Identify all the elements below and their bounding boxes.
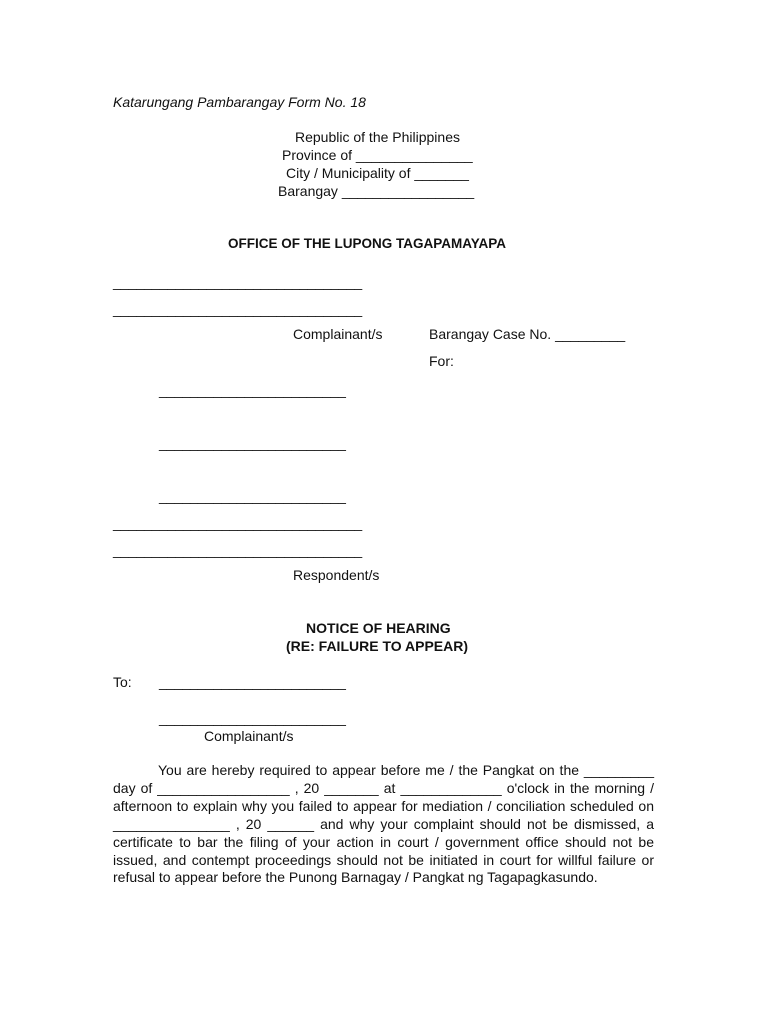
- complainant-line-2: ________________________________: [113, 301, 363, 317]
- form-label: Katarungang Pambarangay Form No. 18: [113, 94, 366, 110]
- to-line-1: ________________________: [159, 674, 346, 690]
- for-label: For:: [429, 353, 454, 369]
- notice-subtitle: (RE: FAILURE TO APPEAR): [286, 638, 469, 654]
- respondent-line-2: ________________________________: [113, 542, 363, 558]
- office-title: OFFICE OF THE LUPONG TAGAPAMAYAPA: [228, 236, 507, 251]
- complainant-label: Complainant/s: [293, 326, 383, 342]
- respondent-label: Respondent/s: [293, 567, 380, 583]
- city-municipality-line: City / Municipality of _______: [286, 165, 469, 181]
- to-label: To:: [113, 674, 132, 690]
- complainant-line-1: ________________________________: [113, 274, 363, 290]
- respondent-line-1: ________________________________: [113, 515, 363, 531]
- to-line-2: ________________________: [159, 710, 346, 726]
- to-complainant-label: Complainant/s: [204, 728, 294, 744]
- notice-title: NOTICE OF HEARING: [306, 620, 451, 636]
- notice-body: [113, 762, 654, 887]
- province-line: Province of _______________: [282, 147, 473, 163]
- respondent-short-line-1: ________________________: [159, 382, 346, 398]
- barangay-case-no: Barangay Case No. _________: [429, 326, 626, 342]
- barangay-line: Barangay _________________: [278, 183, 475, 199]
- notice-body-text: You are hereby required to appear before me / the Pangkat on the _________ day of _________________ , 20 _______ at _____________ o'clock in the morning / afternoon to explain why you failed to appear for mediation / conciliation scheduled on _______________ , 20 ______ and why your complaint should not be dismissed, a certificate to bar the filing of your action in court / government office should not be issued, and contempt proceedings should not be initiated in court for willful failure or refusal to appear before the Punong Barnagay / Pangkat ng Tagapagkasundo.: [113, 762, 654, 886]
- respondent-short-line-2: ________________________: [159, 435, 346, 451]
- republic-line: Republic of the Philippines: [295, 129, 460, 145]
- respondent-short-line-3: ________________________: [159, 488, 346, 504]
